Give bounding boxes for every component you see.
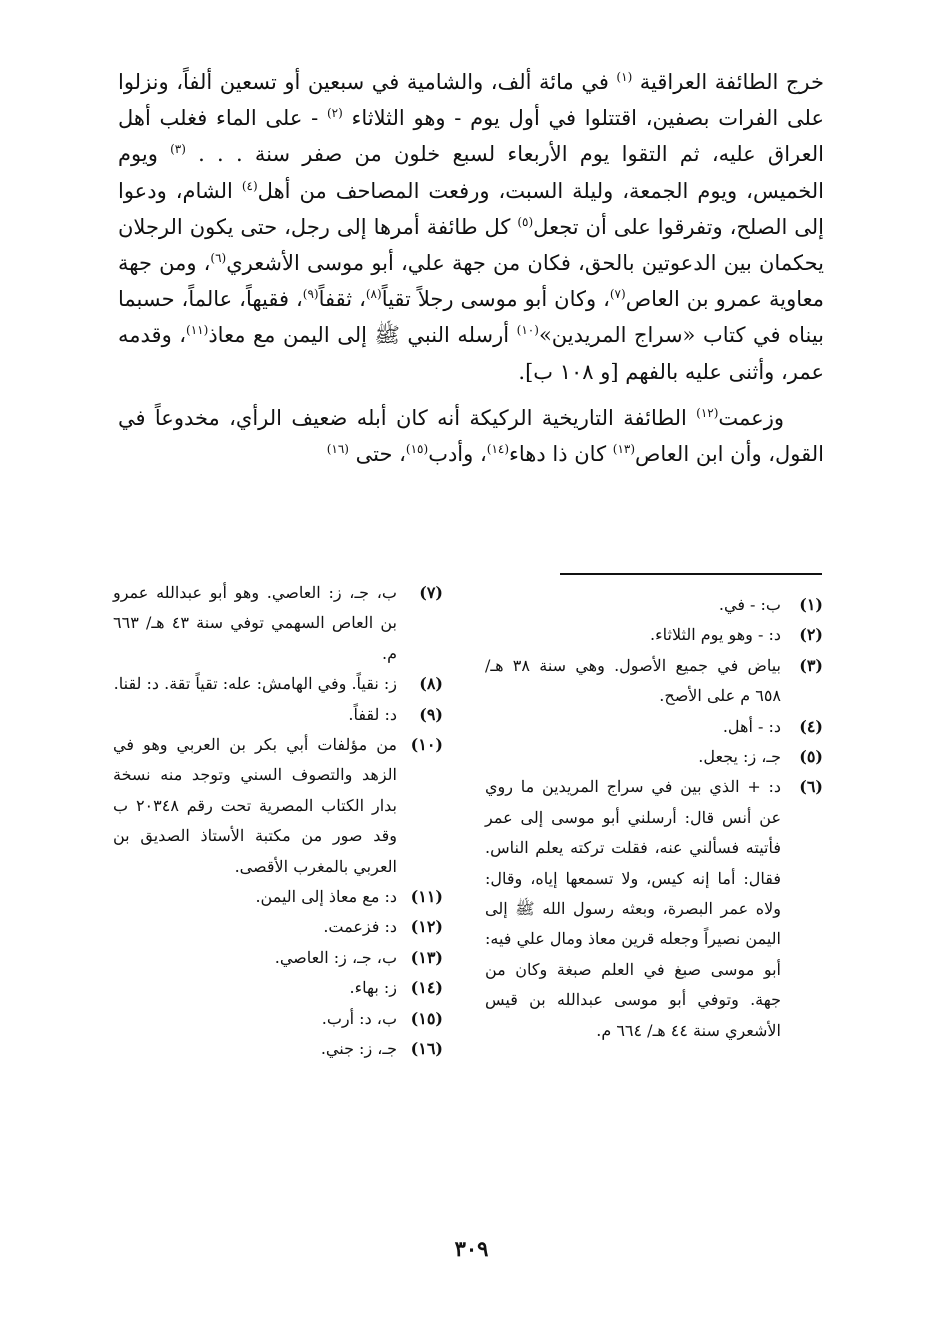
footnote-ref-6[interactable]: (٦) [210,251,227,266]
footnote [113,882,443,912]
footnote [113,700,443,730]
footnote [485,712,823,742]
text-run: ، وكان أبو موسى رجلاً تقياً [381,287,610,312]
footnote-number: (٢) [799,625,823,645]
paragraph-2 [118,400,824,472]
footnote-text: بياض في جميع الأصول. وهي سنة ٣٨ هـ/ ٦٥٨ م على الأصح. [485,655,781,706]
text-run: كان ذا دهاء [509,442,613,467]
footnote-number: (١٠) [410,735,443,755]
footnote-text: د: - وهو يوم الثلاثاء. [650,625,781,645]
footnote-text: ز: بهاء. [349,978,397,998]
footnote-number: (٥) [799,747,823,767]
footnotes-column-left [113,578,443,1065]
text-run: ، ومن جهة معاوية عمرو بن العاص [118,251,824,312]
footnote-ref-16[interactable]: (١٦) [326,442,349,457]
text-run: وزعمت [718,405,784,430]
text-run: ، وقدمه عمر، وأثنى عليه بالفهم [و ١٠٨ ب]. [118,323,824,384]
footnote-number: (١٥) [410,1008,443,1028]
text-run: ، حتى [348,442,406,467]
footnote-text: د: + الذي بين في سراج المريدين ما روي عن أنس قال: أرسلني أبو موسى إلى عمر فأتيته فسألني عنه، فقلت تركته يعلم الناس. فقال: أما إنه كيس، ولا تسمعها إياه، وقال: ولاه عمر البصرة، وبعثه رسول الله ﷺ إلى اليمن نصيراً وجعله قرين معاذ ومال علي فيه: أبو موسى صبغ في العلم صبغة وكان من جهة. وتوفي أبو موسى عبدالله بن قيس الأشعري سنة ٤٤ هـ/ ٦٦٤ م. [485,777,781,1040]
footnote-number: (٣) [799,655,823,675]
main-text [118,64,824,472]
footnote-number: (١٤) [410,978,443,998]
footnote-ref-12[interactable]: (١٢) [696,405,719,420]
footnote-separator [560,573,822,575]
text-run: في مائة ألف، والشامية في سبعين أو تسعين ألفاً، ونزلوا على الفرات بصفين، اقتتلوا في أول يوم - وهو الثلاثاء [118,70,824,131]
footnote-text: د: فزعمت. [323,917,397,937]
footnote [113,1034,443,1064]
footnote-number: (٨) [419,674,443,694]
page-number: ٣٠٩ [454,1236,489,1261]
footnote [485,620,823,650]
footnote [485,651,823,712]
text-run: ، ثقفاً [318,287,366,312]
footnote-ref-2[interactable]: (٢) [326,106,343,121]
footnote-number: (١١) [410,887,443,907]
footnote-ref-10[interactable]: (١٠) [516,323,539,338]
footnote [113,1004,443,1034]
footnote-text: ب، جـ، ز: العاصي. وهو أبو عبدالله عمرو بن العاص السهمي توفي سنة ٤٣ هـ/ ٦٦٣ م. [113,583,398,663]
footnote-number: (٦) [799,777,823,797]
footnote-number: (٩) [419,704,443,724]
footnote-ref-1[interactable]: (١) [616,70,633,84]
footnote-number: (١٦) [410,1039,443,1059]
text-run: - على الماء فغلب أهل العراق عليه، ثم التقوا يوم الأربعاء لسبع خلون من صفر سنة . . . [118,106,825,167]
footnote-text: ب، جـ، ز: العاصي. [274,947,397,967]
footnote-number: (١٢) [410,917,443,937]
footnote [113,578,443,669]
footnote-ref-13[interactable]: (١٣) [612,442,636,457]
footnote-ref-8[interactable]: (٨) [365,287,382,302]
footnote-number: (١) [799,595,823,614]
footnote-text: ز: نقياً. وفي الهامش: عله: تقياً تقة. د: لقنا. [113,674,397,694]
footnote-ref-5[interactable]: (٥) [517,214,534,229]
footnote-ref-7[interactable]: (٧) [609,287,626,302]
footnotes-column-right [485,590,823,1046]
footnote-text: جـ، ز: جني. [320,1039,397,1059]
text-run: أرسله النبي ﷺ إلى اليمن مع معاذ [208,323,517,348]
footnote [485,590,823,620]
footnote-ref-4[interactable]: (٤) [241,178,258,193]
footnote [113,973,443,1003]
footnote-ref-9[interactable]: (٩) [302,287,319,302]
footnote-ref-3[interactable]: (٣) [170,142,186,157]
footnote-text: جـ، ز: يجعل. [698,747,781,767]
footnote [485,772,823,1046]
text-run: كل طائفة أمرها إلى رجل، حتى يكون الرجلان يحكمان بين الدعوتين بالحق، فكان من جهة علي، أبو موسى الأشعري [118,214,824,276]
text-run: الطائفة التاريخية الركيكة أنه كان أبله ضعيف الرأي، مخدوعاً في القول، وأن ابن العاص [118,405,824,467]
footnote-number: (٤) [799,716,823,736]
text-run: ، وأدب [428,442,487,467]
footnote-text: د: لقفاً. [348,704,397,724]
text-run: ويوم الخميس، ويوم الجمعة، وليلة السبت، ورفعت المصاحف من أهل [118,142,824,203]
footnote-number: (٧) [419,583,443,602]
footnote-text: من مؤلفات أبي بكر بن العربي وهو في الزهد والتصوف السني وتوجد منه نسخة بدار الكتاب المصرية تحت رقم ٢٠٣٤٨ ب وقد صور من مكتبة الأستاذ الصديق بن العربي بالمغرب الأقصى. [113,735,397,876]
footnote-text: ب: - في. [718,595,781,614]
text-run: ، فقيهاً، عالماً، حسبما بيناه في كتاب «سراج المريدين» [118,287,825,348]
footnote-ref-11[interactable]: (١١) [186,323,209,338]
footnote [113,669,443,699]
footnote [113,730,443,882]
footnote-number: (١٣) [410,947,443,967]
footnote [485,742,823,772]
footnote-text: د: مع معاذ إلى اليمن. [255,887,397,907]
footnote [113,912,443,942]
footnote-ref-15[interactable]: (١٥) [405,442,429,457]
text-run: خرج الطائفة العراقية [632,70,824,94]
footnote-ref-14[interactable]: (١٤) [486,442,510,457]
text-run: الشام، ودعوا إلى الصلح، وتفرقوا على أن تجعل [118,178,824,239]
footnote-text: د: - أهل. [722,716,781,736]
paragraph-1 [118,64,824,390]
footnote-text: ب، د: أرب. [321,1008,397,1028]
footnote [113,943,443,973]
